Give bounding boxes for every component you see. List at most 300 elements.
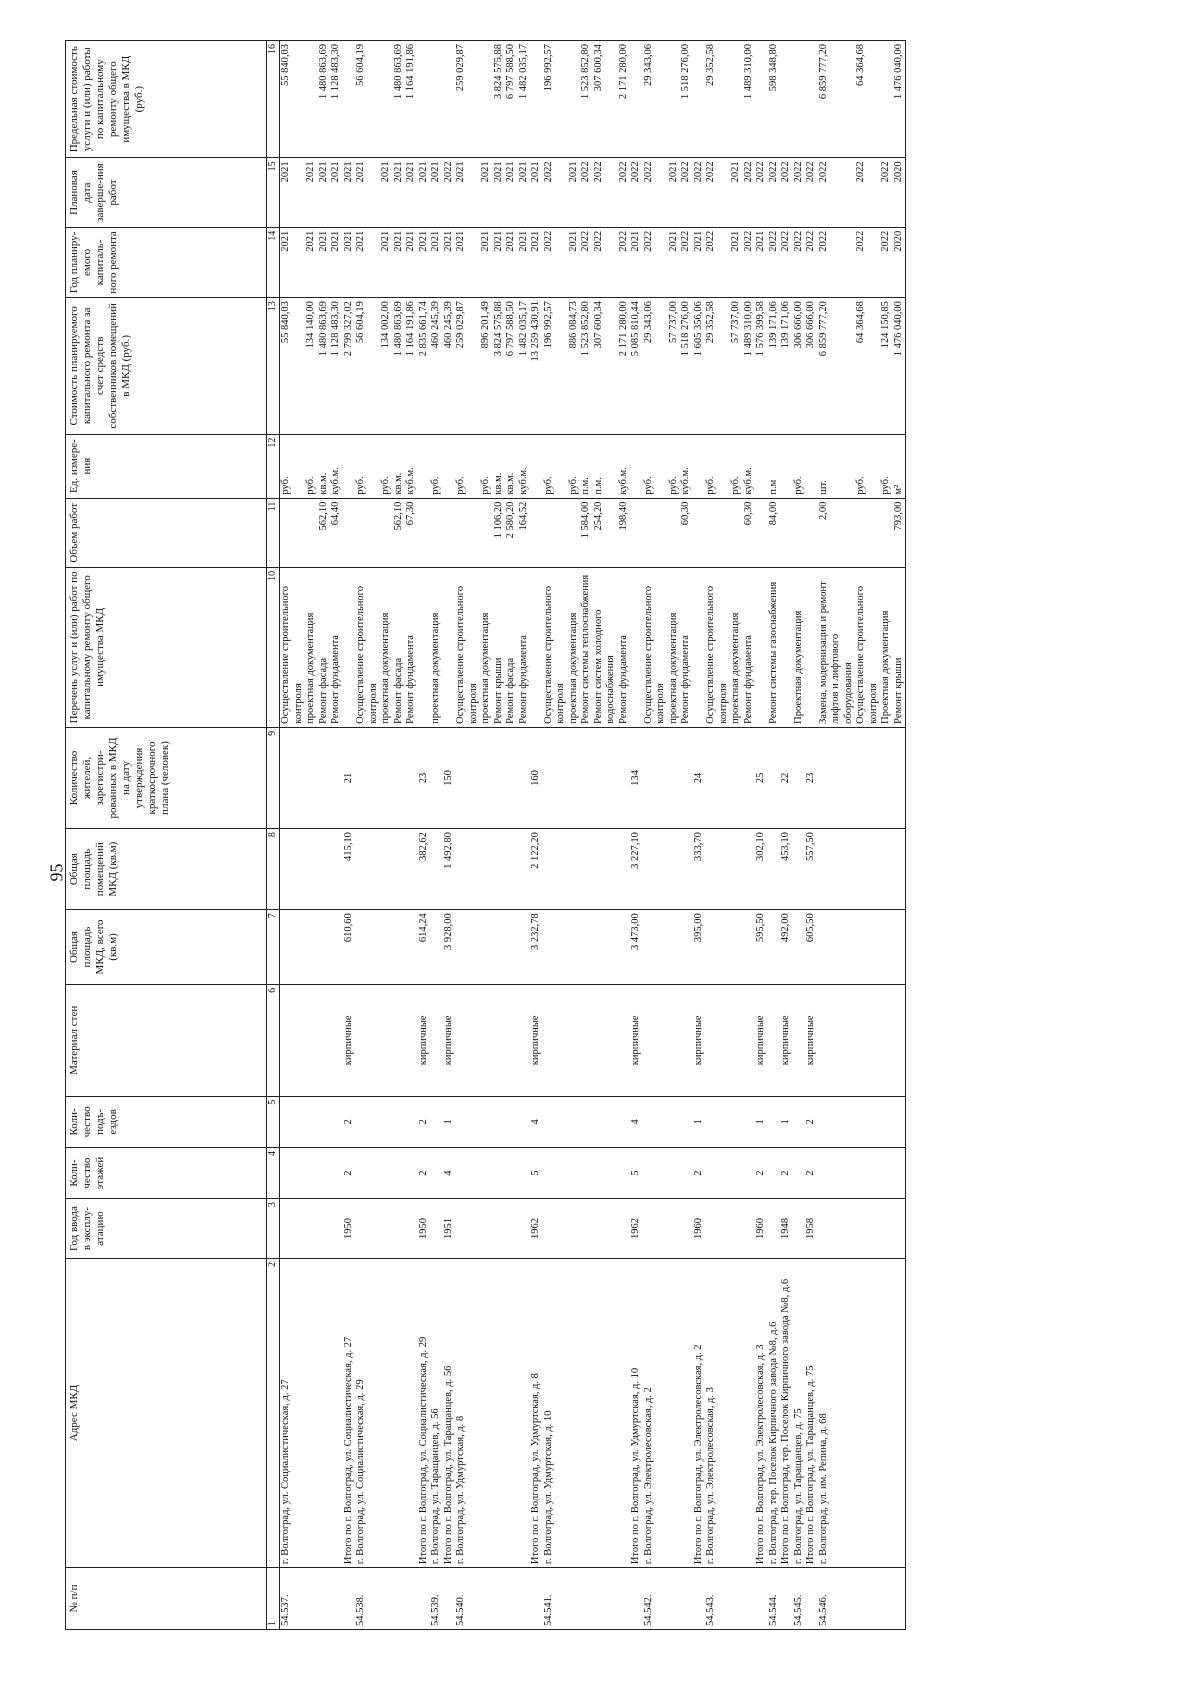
table-cell (568, 829, 581, 910)
table-cell (493, 1199, 506, 1259)
column-number: 3 (267, 1199, 280, 1259)
table-cell (568, 984, 581, 1096)
table-cell (893, 1568, 906, 1630)
table-cell: 1950 (343, 1199, 356, 1259)
table-cell (443, 567, 456, 727)
table-cell: 2 580,20 (505, 498, 518, 567)
table-cell (805, 41, 818, 158)
table-cell (568, 1568, 581, 1630)
table-cell: 1 480 863,69 (318, 41, 331, 158)
table-cell: 3 824 575,88 (493, 298, 506, 435)
table-cell: 259 029,87 (455, 298, 480, 435)
table-cell: 2021 (493, 158, 506, 227)
table-cell: 1960 (693, 1199, 706, 1259)
table-cell (355, 498, 380, 567)
table-cell (343, 434, 356, 498)
table-cell (480, 1096, 493, 1147)
table-cell (318, 1147, 331, 1198)
table-cell: 2021 (505, 227, 518, 297)
table-cell (880, 1147, 893, 1198)
table-cell (855, 1199, 880, 1259)
table-cell: 2022 (580, 227, 593, 297)
table-cell (455, 984, 480, 1096)
table-cell (480, 1568, 493, 1630)
table-cell (630, 41, 643, 158)
table-body (280, 41, 906, 1630)
table-cell (755, 1568, 768, 1630)
column-number: 1 (267, 1568, 280, 1630)
table-cell (730, 498, 743, 567)
table-cell (305, 1568, 318, 1630)
table-cell: 2 171 280,00 (618, 298, 631, 435)
table-cell: Итого по г. Волгоград, ул. Удмуртская, д. 8 (530, 1258, 543, 1567)
table-cell (318, 1258, 331, 1567)
table-cell: руб. (430, 434, 443, 498)
table-cell: 29 343,06 (643, 41, 668, 158)
table-cell: 1962 (530, 1199, 543, 1259)
table-cell (568, 1096, 581, 1147)
table-cell (393, 1096, 406, 1147)
table-cell (530, 41, 543, 158)
table-cell: проектная документация (380, 567, 393, 727)
total-row (343, 41, 356, 1630)
table-cell: 306 666,00 (805, 298, 818, 435)
table-cell (768, 829, 781, 910)
table-cell (618, 1096, 631, 1147)
table-cell: Ремонт фундамента (330, 567, 343, 727)
table-cell (518, 1258, 531, 1567)
table-cell (793, 1199, 806, 1259)
total-row (780, 41, 793, 1630)
table-cell: 4 (630, 1096, 643, 1147)
table-cell: Ремонт фундамента (680, 567, 693, 727)
table-cell (530, 498, 543, 567)
table-cell: 64 364,68 (855, 298, 880, 435)
table-cell: Осуществление строительного контроля (855, 567, 880, 727)
table-cell (668, 829, 681, 910)
table-cell (855, 1258, 880, 1567)
table-cell: 2021 (505, 158, 518, 227)
table-cell (768, 727, 781, 828)
table-cell (305, 1199, 318, 1259)
table-cell (405, 1568, 418, 1630)
table-cell: куб.м. (518, 434, 531, 498)
table-row (855, 41, 880, 1630)
table-cell: 2022 (618, 227, 631, 297)
table-cell (693, 1568, 706, 1630)
table-cell: руб. (568, 434, 581, 498)
table-cell (305, 1258, 318, 1567)
table-cell: 2021 (355, 227, 380, 297)
table-cell (280, 829, 306, 910)
table-cell (318, 727, 331, 828)
table-cell (805, 498, 818, 567)
table-cell: кирпичные (443, 984, 456, 1096)
table-cell (618, 1199, 631, 1259)
table-cell (793, 41, 806, 158)
table-cell (680, 1096, 693, 1147)
table-cell: 2022 (780, 227, 793, 297)
table-cell: проектная документация (480, 567, 493, 727)
table-cell (818, 1096, 856, 1147)
table-cell: 2022 (705, 158, 730, 227)
table-row (480, 41, 493, 1630)
table-cell (343, 41, 356, 158)
table-cell: 2022 (543, 227, 568, 297)
table-cell (430, 727, 443, 828)
table-cell (855, 498, 880, 567)
column-number: 11 (267, 498, 280, 567)
table-cell (343, 498, 356, 567)
table-cell: Ремонт фундамента (405, 567, 418, 727)
table-cell: 1950 (418, 1199, 431, 1259)
table-cell (580, 1258, 593, 1567)
table-cell (543, 498, 568, 567)
table-cell (518, 1568, 531, 1630)
table-cell (405, 1199, 418, 1259)
table-cell: 1 518 276,00 (680, 41, 693, 158)
table-cell (318, 1199, 331, 1259)
table-row (793, 41, 806, 1630)
table-cell: г. Волгоград, ул. им. Репина, д. 68 (818, 1258, 856, 1567)
table-cell (893, 910, 906, 985)
table-cell (818, 727, 856, 828)
table-cell: 2,00 (818, 498, 856, 567)
table-cell: 54.537. (280, 1568, 306, 1630)
table-cell (880, 1258, 893, 1567)
table-cell (593, 1199, 618, 1259)
table-cell (380, 41, 393, 158)
table-cell: Итого по г. Волгоград, ул. Социалистическая, д. 27 (343, 1258, 356, 1567)
table-cell (568, 910, 581, 985)
column-number: 9 (267, 727, 280, 828)
table-cell: 2022 (680, 227, 693, 297)
table-row (618, 41, 631, 1630)
table-cell: 2021 (343, 158, 356, 227)
table-cell (355, 727, 380, 828)
table-cell: 21 (343, 727, 356, 828)
table-cell (693, 41, 706, 158)
table-cell: 333,70 (693, 829, 706, 910)
table-cell (805, 434, 818, 498)
table-cell: 2021 (480, 158, 493, 227)
column-header-13: Стоимость планируемого капитального ремонта за счет средств собственников помещений в МКД (руб.) (66, 298, 267, 435)
table-row (893, 41, 906, 1630)
table-cell: 2022 (618, 158, 631, 227)
table-cell: 25 (755, 727, 768, 828)
table-cell (430, 498, 443, 567)
table-cell: 5 (530, 1147, 543, 1198)
table-cell (568, 1199, 581, 1259)
table-cell (505, 1199, 518, 1259)
table-cell (705, 727, 730, 828)
table-cell: 610,60 (343, 910, 356, 985)
table-cell: Итого по г. Волгоград, тер. Поселок Кирпичного завода №8, д.6 (780, 1258, 793, 1567)
table-cell: 84,00 (768, 498, 781, 567)
table-cell: г. Волгоград, ул. Электролесовская, д. 2 (643, 1258, 668, 1567)
table-cell: 2021 (455, 158, 480, 227)
table-row (305, 41, 318, 1630)
table-cell: 2021 (393, 227, 406, 297)
table-cell (493, 829, 506, 910)
table-cell (480, 1258, 493, 1567)
table-cell (568, 498, 581, 567)
table-cell: 1960 (755, 1199, 768, 1259)
table-cell (705, 1096, 730, 1147)
table-cell (493, 727, 506, 828)
table-cell (768, 1096, 781, 1147)
table-cell: 557,50 (805, 829, 818, 910)
page-number: 95 (46, 863, 67, 882)
table-cell: 24 (693, 727, 706, 828)
table-cell (418, 434, 431, 498)
table-cell: 13 259 430,91 (530, 298, 543, 435)
table-cell: г. Волгоград, ул. Удмуртская, д. 8 (455, 1258, 480, 1567)
column-header-10: Перечень услуг и (или) работ по капитальному ремонту общего имущества МКД (66, 567, 267, 727)
table-cell (430, 1199, 443, 1259)
table-cell (318, 829, 331, 910)
table-cell (618, 910, 631, 985)
table-cell: 2021 (693, 227, 706, 297)
table-cell: 134 (630, 727, 643, 828)
table-cell: 2022 (880, 158, 893, 227)
table-cell: 1 (780, 1096, 793, 1147)
table-cell: 2021 (668, 158, 681, 227)
table-cell (593, 984, 618, 1096)
table-cell: руб. (480, 434, 493, 498)
table-cell: 1 576 399,58 (755, 298, 768, 435)
table-cell: руб. (668, 434, 681, 498)
column-header-2: Адрес МКД (66, 1258, 267, 1567)
table-cell: 2 (343, 1147, 356, 1198)
table-cell: 3 928,00 (443, 910, 456, 985)
table-cell (305, 41, 318, 158)
table-cell: 2021 (305, 227, 318, 297)
table-cell (618, 1258, 631, 1567)
table-cell: Осуществление строительного контроля (643, 567, 668, 727)
table-cell (305, 1147, 318, 1198)
table-cell: кв.м. (493, 434, 506, 498)
table-cell: кирпичные (418, 984, 431, 1096)
table-cell: 3 824 575,88 (493, 41, 506, 158)
table-row (493, 41, 506, 1630)
table-cell (305, 910, 318, 985)
table-cell: кирпичные (755, 984, 768, 1096)
table-cell (643, 1199, 668, 1259)
table-cell: 1 518 276,00 (680, 298, 693, 435)
column-header-16: Предельная стоимость услуги и (или) работы по капитальному ремонту общего имущества в МКД (руб.) (66, 41, 267, 158)
table-cell (405, 1147, 418, 1198)
table-cell: Итого по г. Волгоград, ул. Таращанцев, д. 75 (805, 1258, 818, 1567)
table-cell (480, 829, 493, 910)
table-cell (755, 434, 768, 498)
column-header-14: Год планиру-емого капиталь-ного ремонта (66, 227, 267, 297)
table-cell (818, 910, 856, 985)
table-cell: 1 584,00 (580, 498, 593, 567)
table-cell: 2021 (430, 158, 443, 227)
table-cell (305, 984, 318, 1096)
table-cell: 2021 (455, 227, 480, 297)
table-cell: 150 (443, 727, 456, 828)
table-cell (455, 498, 480, 567)
table-cell: 54.546. (818, 1568, 856, 1630)
table-cell (818, 1199, 856, 1259)
table-cell: 2022 (793, 158, 806, 227)
table-cell (318, 1568, 331, 1630)
table-cell (855, 1147, 880, 1198)
table-cell (418, 1568, 431, 1630)
table-cell (618, 984, 631, 1096)
table-cell (580, 984, 593, 1096)
table-cell: 1951 (443, 1199, 456, 1259)
table-cell: 1 523 852,80 (580, 298, 593, 435)
table-cell (880, 910, 893, 985)
table-row (643, 41, 668, 1630)
table-cell (818, 829, 856, 910)
table-cell (880, 1096, 893, 1147)
table-cell (855, 727, 880, 828)
table-row (880, 41, 893, 1630)
table-cell (543, 1199, 568, 1259)
table-cell (568, 41, 581, 158)
table-cell: 134 140,00 (305, 298, 318, 435)
table-row (430, 41, 443, 1630)
table-cell: 139 171,06 (768, 298, 781, 435)
table-cell (405, 1096, 418, 1147)
table-cell: 2021 (518, 158, 531, 227)
table-row (330, 41, 343, 1630)
table-cell (505, 1147, 518, 1198)
table-cell: Ремонт систем холодного водоснабжения (593, 567, 618, 727)
table-cell (818, 1147, 856, 1198)
table-cell (505, 1258, 518, 1567)
column-header-7: Общая площадь МКД, всего (кв.м) (66, 910, 267, 985)
table-cell: 1 482 035,17 (518, 298, 531, 435)
table-cell (643, 498, 668, 567)
table-cell: 160 (530, 727, 543, 828)
table-cell: 2022 (805, 227, 818, 297)
table-cell: п.м. (593, 434, 618, 498)
table-cell: Проектная документация (880, 567, 893, 727)
table-cell (643, 829, 668, 910)
table-cell (330, 829, 343, 910)
table-cell (618, 1147, 631, 1198)
table-cell: 55 840,03 (280, 298, 306, 435)
table-cell: 5 (630, 1147, 643, 1198)
table-cell: 2021 (630, 227, 643, 297)
table-cell: 2022 (593, 227, 618, 297)
table-cell: 29 343,06 (643, 298, 668, 435)
table-row (543, 41, 568, 1630)
table-cell: 2022 (755, 158, 768, 227)
table-cell (480, 41, 493, 158)
table-cell (580, 1147, 593, 1198)
table-cell (780, 434, 793, 498)
table-cell: кирпичные (693, 984, 706, 1096)
table-cell: г. Волгоград, ул. Социалистическая, д. 29 (355, 1258, 380, 1567)
table-cell: 307 600,34 (593, 298, 618, 435)
table-cell (305, 829, 318, 910)
table-cell (618, 1568, 631, 1630)
table-cell: 196 992,57 (543, 298, 568, 435)
table-cell (668, 1258, 681, 1567)
table-cell: куб.м. (330, 434, 343, 498)
table-cell (518, 727, 531, 828)
table-cell (580, 910, 593, 985)
table-cell: 2021 (530, 158, 543, 227)
table-cell (443, 498, 456, 567)
table-cell (393, 1258, 406, 1567)
column-header-5: Коли-чество подъ-ездов (66, 1096, 267, 1147)
table-cell: руб. (380, 434, 393, 498)
table-cell (305, 727, 318, 828)
table-cell: 2021 (530, 227, 543, 297)
table-cell (393, 984, 406, 1096)
table-cell (668, 984, 681, 1096)
table-cell (493, 1096, 506, 1147)
table-row (380, 41, 393, 1630)
column-header-15: Плановая дата заверше-ния работ (66, 158, 267, 227)
table-cell: 2021 (280, 158, 306, 227)
table-cell: 2022 (443, 158, 456, 227)
table-cell: кв.м. (318, 434, 331, 498)
table-cell: г. Волгоград, ул. Социалистическая, д. 27 (280, 1258, 306, 1567)
table-cell (855, 1096, 880, 1147)
table-cell: 2021 (668, 227, 681, 297)
total-row (693, 41, 706, 1630)
column-number: 10 (267, 567, 280, 727)
table-cell: г. Волгоград, ул. Таращанцев, д. 75 (793, 1258, 806, 1567)
table-cell (518, 1147, 531, 1198)
table-cell (493, 984, 506, 1096)
table-cell (568, 727, 581, 828)
table-cell (568, 1147, 581, 1198)
table-cell: 164,52 (518, 498, 531, 567)
table-cell (630, 434, 643, 498)
table-cell (380, 984, 393, 1096)
table-cell (730, 829, 743, 910)
table-cell: 1 492,80 (443, 829, 456, 910)
table-cell: 57 737,00 (668, 298, 681, 435)
table-cell: 254,20 (593, 498, 618, 567)
table-cell (668, 910, 681, 985)
table-cell (530, 567, 543, 727)
table-cell (380, 498, 393, 567)
table-cell (743, 1096, 756, 1147)
table-cell (668, 1568, 681, 1630)
table-cell: 2022 (768, 227, 781, 297)
table-cell (480, 498, 493, 567)
column-header-12: Ед. измере-ния (66, 434, 267, 498)
table-cell: Ремонт системы теплоснабжения (580, 567, 593, 727)
table-cell: 2 (805, 1147, 818, 1198)
table-cell: кирпичные (343, 984, 356, 1096)
table-cell (680, 727, 693, 828)
total-row (530, 41, 543, 1630)
table-cell (793, 984, 806, 1096)
table-row (505, 41, 518, 1630)
table-cell (518, 829, 531, 910)
table-row (668, 41, 681, 1630)
table-cell (705, 1199, 730, 1259)
table-cell (730, 1258, 743, 1567)
table-cell: 2022 (693, 158, 706, 227)
table-cell (405, 984, 418, 1096)
table-cell: 2022 (780, 158, 793, 227)
column-number: 6 (267, 984, 280, 1096)
table-cell: 614,24 (418, 910, 431, 985)
table-cell: руб. (880, 434, 893, 498)
